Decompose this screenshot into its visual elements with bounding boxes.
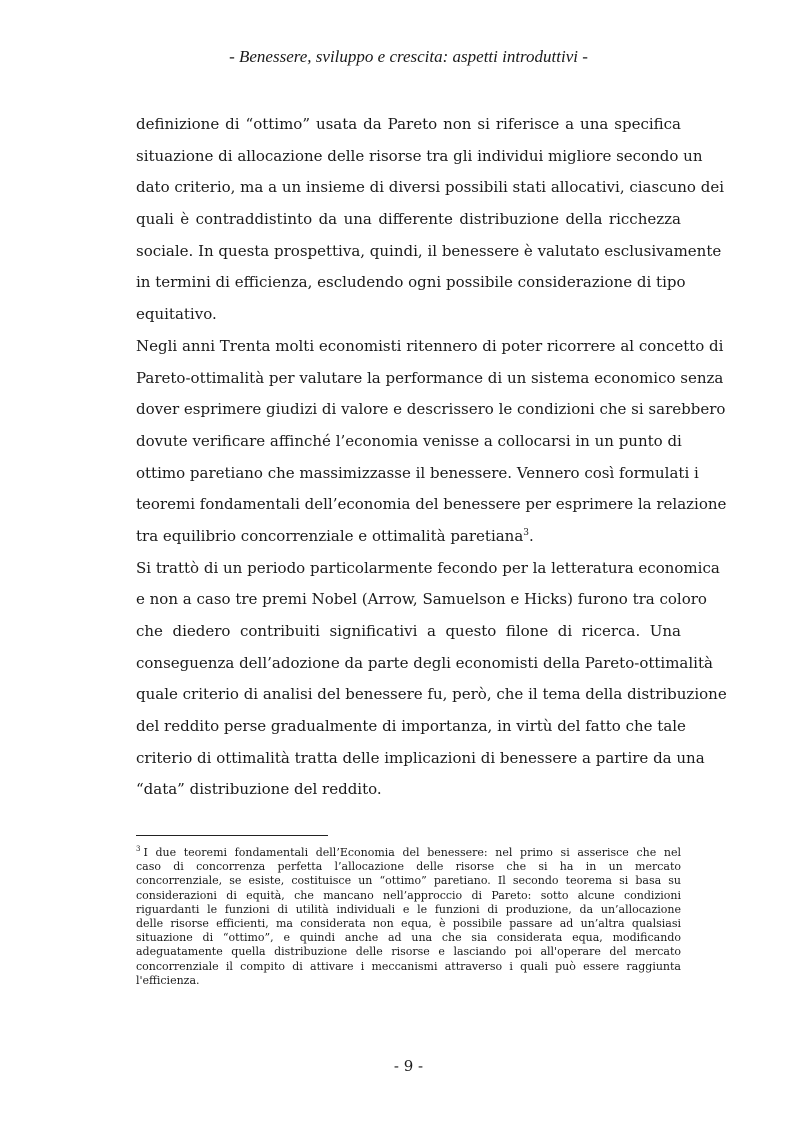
footnote-number: 3	[136, 845, 141, 854]
text-line-content: tra equilibrio concorrenziale e ottimalità paretiana	[136, 526, 524, 545]
text-line: dover esprimere giudizi di valore e descrissero le condizioni che si sarebbero	[136, 400, 726, 419]
footnote-line: concorrenziale il compito di attivare i meccanismi attraverso i quali può essere raggiunta	[136, 959, 681, 973]
footnote-line: l'efficienza.	[136, 973, 200, 987]
footnote-line: delle risorse efficienti, ma considerata non equa, è possibile passare ad un’altra qualsiasi	[136, 916, 681, 930]
text-line: che diedero contribuiti significativi a questo filone di ricerca. Una	[136, 622, 681, 640]
text-line: ottimo paretiano che massimizzasse il benessere. Vennero così formulati i	[136, 463, 699, 482]
text-line: definizione di “ottimo” usata da Pareto non si riferisce a una specifica	[136, 115, 681, 133]
text-line: del reddito perse gradualmente di importanza, in virtù del fatto che tale	[136, 717, 686, 736]
footnote-line: caso di concorrenza perfetta l’allocazione delle risorse che si ha in un mercato	[136, 860, 681, 874]
text-line: Negli anni Trenta molti economisti ritennero di poter ricorrere al concetto di	[136, 336, 724, 355]
text-line: teoremi fondamentali dell’economia del benessere per esprimere la relazione	[136, 495, 727, 514]
running-header: - Benessere, sviluppo e crescita: aspetti introduttivi -	[229, 47, 588, 66]
footnote-line: adeguatamente quella distribuzione delle risorse e lasciando poi all'operare del mercato	[136, 945, 681, 959]
footnote-line: riguardanti le funzioni di utilità individuali e le funzioni di produzione, da un’allocazione	[136, 902, 681, 916]
text-line: “data” distribuzione del reddito.	[136, 780, 382, 799]
text-line: sociale. In questa prospettiva, quindi, il benessere è valutato esclusivamente	[136, 241, 722, 260]
text-line	[136, 521, 681, 553]
footnote	[136, 846, 681, 988]
footnote-line	[136, 846, 681, 860]
paragraph	[136, 331, 727, 553]
text-line: dato criterio, ma a un insieme di diversi possibili stati allocativi, ciascuno dei	[136, 178, 724, 197]
text-line: criterio di ottimalità tratta delle implicazioni di benessere a partire da una	[136, 748, 705, 767]
body-text	[136, 109, 727, 806]
text-line: equitativo.	[136, 305, 217, 324]
text-line: situazione di allocazione delle risorse tra gli individui migliore secondo un	[136, 146, 703, 165]
page-number: - 9 -	[393, 1057, 424, 1075]
footnote-line-content: I due teoremi fondamentali dell’Economia del benessere: nel primo si asserisce che nel	[143, 846, 681, 859]
footnote-reference[interactable]: 3	[523, 527, 530, 538]
footnote-line: considerazioni di equità, che mancano nell’approccio di Pareto: sotto alcune condizioni	[136, 888, 681, 902]
text-line: quali è contraddistinto da una differente distribuzione della ricchezza	[136, 210, 681, 229]
text-line: quale criterio di analisi del benessere fu, però, che il tema della distribuzione	[136, 685, 727, 704]
text-line: conseguenza dell’adozione da parte degli economisti della Pareto-ottimalità	[136, 653, 713, 672]
sentence-end: .	[529, 526, 534, 545]
text-line: dovute verificare affinché l’economia venisse a collocarsi in un punto di	[136, 431, 682, 450]
footnote-line: situazione di “ottimo”, e quindi anche ad una che sia considerata equa, modificando	[136, 931, 681, 945]
text-line: Pareto-ottimalità per valutare la performance di un sistema economico senza	[136, 368, 724, 387]
text-line: in termini di efficienza, escludendo ogni possibile considerazione di tipo	[136, 273, 686, 292]
text-line: Si trattò di un periodo particolarmente fecondo per la letteratura economica	[136, 558, 720, 577]
paragraph	[136, 109, 724, 331]
text-line: e non a caso tre premi Nobel (Arrow, Samuelson e Hicks) furono tra coloro	[136, 590, 707, 609]
footnote-separator	[136, 835, 328, 836]
paragraph	[136, 553, 727, 807]
footnote-line: concorrenziale, se esiste, costituisce un “ottimo” paretiano. Il secondo teorema si basa su	[136, 874, 681, 888]
